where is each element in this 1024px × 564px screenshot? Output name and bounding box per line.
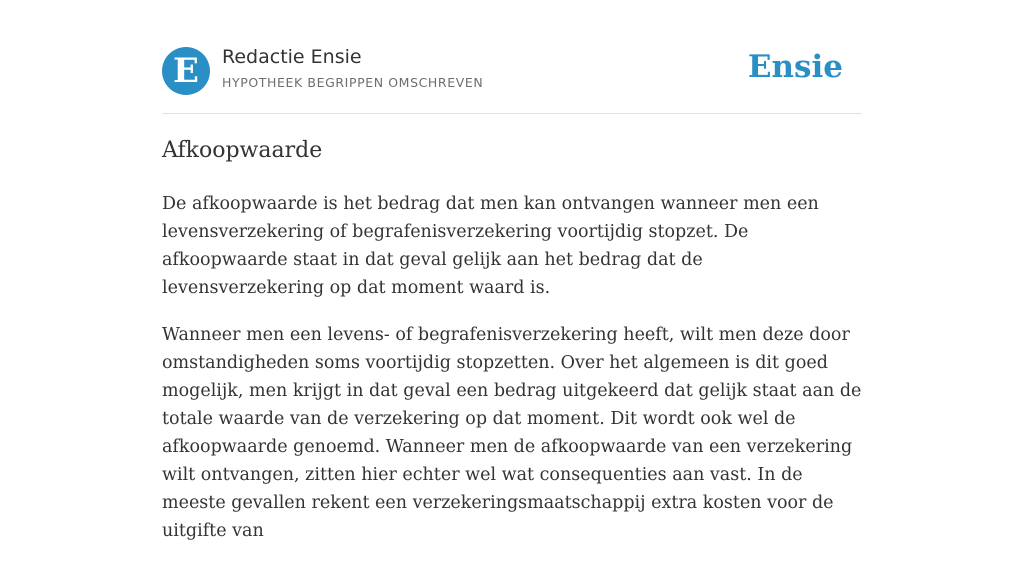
header-divider: [162, 113, 862, 114]
author-name[interactable]: Redactie Ensie: [222, 46, 362, 68]
ensie-logo[interactable]: Ensie: [747, 49, 843, 85]
category-label[interactable]: HYPOTHEEK BEGRIPPEN OMSCHREVEN: [222, 75, 484, 90]
article-title: Afkoopwaarde: [162, 138, 323, 163]
author-avatar[interactable]: E: [162, 47, 210, 95]
header: [162, 46, 862, 96]
article-paragraph: Wanneer men een levens- of begrafenisverzekering heeft, wilt men deze door omstandigheden soms voortijdig stopzetten. Over het algemeen is dit goed mogelijk, men krijgt in dat geval een bedrag uitgekeerd dat gelijk staat aan de totale waarde van de verzekering op dat moment. Dit wordt ook wel de afkoopwaarde genoemd. Wanneer men de afkoopwaarde van een verzekering wilt ontvangen, zitten hier echter wel wat consequenties aan vast. In de meeste gevallen rekent een verzekeringsmaatschappij extra kosten voor de uitgifte van: [162, 325, 862, 541]
article-paragraph: De afkoopwaarde is het bedrag dat men kan ontvangen wanneer men een levensverzekering of begrafenisverzekering voortijdig stopzet. De afkoopwaarde staat in dat geval gelijk aan het bedrag dat de levensverzekering op dat moment waard is.: [162, 194, 819, 298]
article-body: [162, 190, 862, 564]
